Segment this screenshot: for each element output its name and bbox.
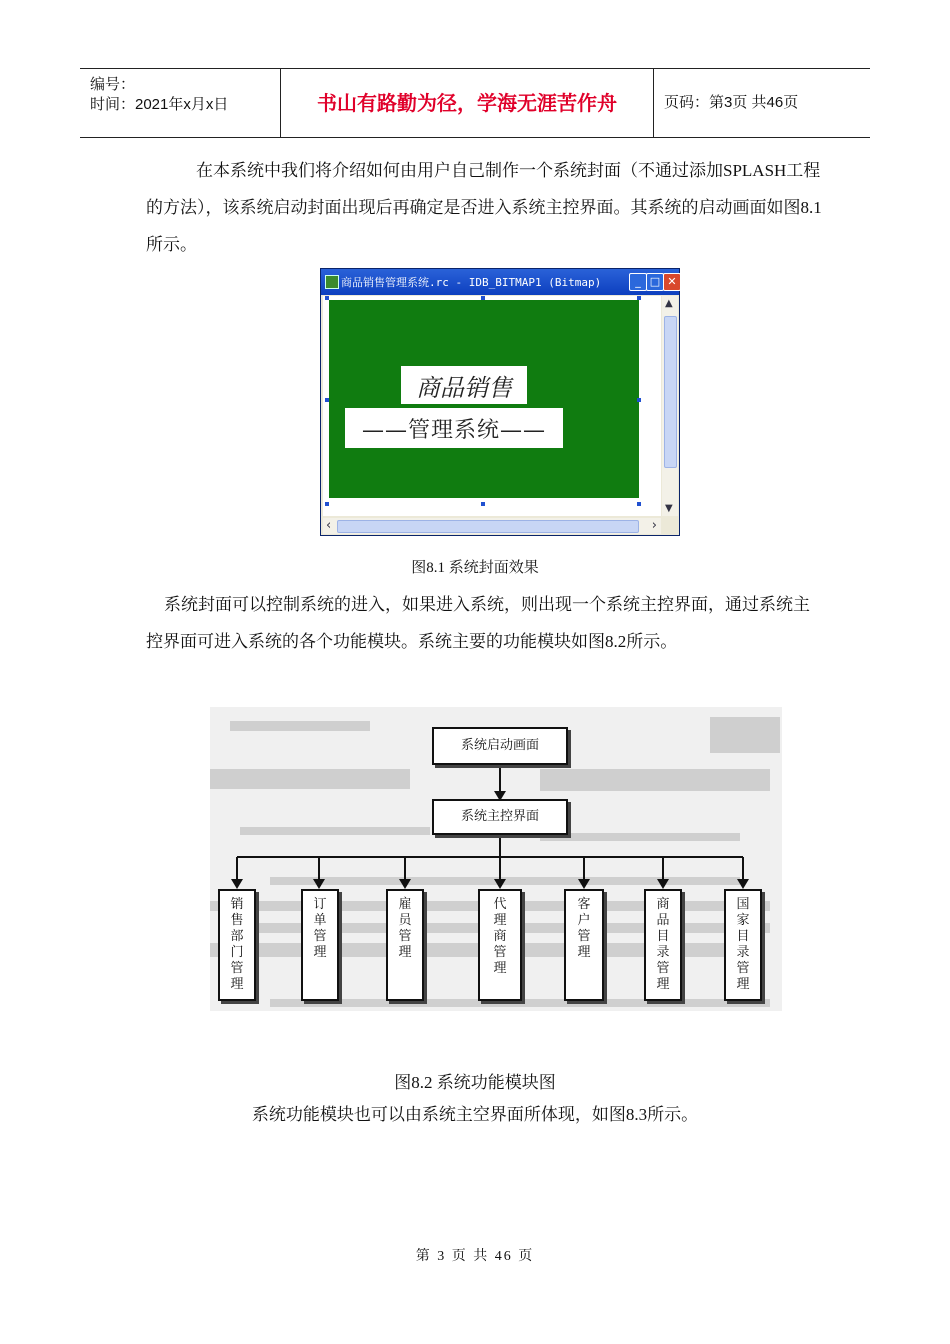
- horizontal-scrollbar[interactable]: [323, 518, 661, 534]
- figure1-caption: 图8.1 系统封面效果: [411, 560, 539, 576]
- maximize-button[interactable]: □: [646, 273, 664, 291]
- scroll-right-arrow[interactable]: ›: [651, 518, 657, 533]
- number-label: 编号：: [90, 76, 136, 93]
- module-node: 销售部门管理: [218, 889, 256, 1001]
- scroll-up-arrow[interactable]: ▲: [665, 298, 673, 309]
- window-title: 商品销售管理系统.rc - IDB_BITMAP1 (Bitmap): [341, 276, 602, 289]
- time-label: 时间：2021年x月x日: [90, 96, 229, 113]
- paragraph-intro: 在本系统中我们将介绍如何由用户自己制作一个系统封面（不通过添加SPLASH工程的方法），该系统启动封面出现后再确定是否进入系统主控界面。其系统的启动画面如图8.1所示。: [146, 161, 822, 254]
- subtitle-box: [345, 408, 563, 448]
- module-node: 国家目录管理: [724, 889, 762, 1001]
- module-diagram: [210, 707, 782, 1011]
- resize-handle[interactable]: [481, 502, 485, 506]
- resize-handle[interactable]: [325, 296, 329, 300]
- resize-handle[interactable]: [637, 502, 641, 506]
- paragraph-modules: 系统封面可以控制系统的进入，如果进入系统，则出现一个系统主控界面，通过系统主控界面可进入系统的各个功能模块。系统主要的功能模块如图8.2所示。: [146, 595, 810, 651]
- figure2-caption: 图8.2 系统功能模块图: [394, 1073, 556, 1092]
- page-header: [80, 68, 870, 138]
- scroll-down-arrow[interactable]: ▼: [665, 503, 673, 514]
- header-meta-cell: [80, 69, 281, 137]
- resize-handle[interactable]: [481, 296, 485, 300]
- paragraph-closing: 系统功能模块也可以由系统主空界面所体现，如图8.3所示。: [251, 1105, 699, 1124]
- close-button[interactable]: ✕: [663, 273, 681, 291]
- module-node: 代理商管理: [478, 889, 522, 1001]
- bitmap-icon: [325, 275, 339, 289]
- scroll-left-arrow[interactable]: ‹: [326, 518, 332, 533]
- title-box: [401, 366, 527, 404]
- module-node: 订单管理: [301, 889, 339, 1001]
- vertical-scroll-thumb[interactable]: [664, 316, 677, 468]
- splash-subtitle: ——管理系统——: [361, 418, 546, 443]
- horizontal-scroll-thumb[interactable]: [337, 520, 639, 533]
- header-page-info: 页码：第3页 共46页: [664, 94, 799, 111]
- resize-handle[interactable]: [325, 502, 329, 506]
- editor-canvas[interactable]: [323, 296, 661, 516]
- splash-title: 商品销售: [416, 374, 512, 402]
- vertical-scrollbar[interactable]: [662, 296, 678, 516]
- minimize-button[interactable]: _: [629, 273, 647, 291]
- resize-handle[interactable]: [637, 398, 641, 402]
- main-control-node: 系统主控界面: [432, 799, 568, 835]
- resize-handle[interactable]: [637, 296, 641, 300]
- resize-handle[interactable]: [325, 398, 329, 402]
- bitmap-editor-window: [320, 268, 680, 536]
- header-motto: 书山有路勤为径，学海无涯苦作舟: [281, 69, 654, 137]
- module-node: 商品目录管理: [644, 889, 682, 1001]
- window-titlebar: [321, 269, 679, 295]
- module-node: 雇员管理: [386, 889, 424, 1001]
- root-node: 系统启动画面: [432, 727, 568, 765]
- page-footer: 第 3 页 共 46 页: [415, 1249, 535, 1264]
- module-node: 客户管理: [564, 889, 604, 1001]
- splash-bitmap: [329, 300, 639, 498]
